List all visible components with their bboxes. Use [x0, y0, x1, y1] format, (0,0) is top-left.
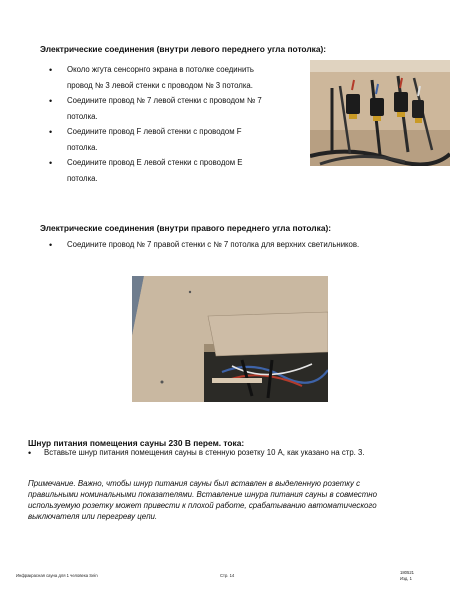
- list-item-line: потолка.: [67, 111, 98, 121]
- ceiling-opening-photo: [132, 276, 328, 402]
- list-item: Соедините провод № 7 правой стенки с № 7 потолка для верхних светильников.: [67, 240, 360, 249]
- bullet-icon: •: [49, 127, 53, 137]
- list-item-line: Около жгута сенсорнго экрана в потолке соединить: [67, 65, 254, 74]
- list-item: [49, 93, 309, 124]
- section3-heading: Шнур питания помещения сауны 230 В перем. тока:: [28, 438, 245, 448]
- bullet-icon: •: [49, 158, 53, 168]
- note-line: правильными номинальными показателями. Вставление шнура питания сауны в совместно: [28, 490, 377, 499]
- footer-page-number: Стр. 14: [220, 573, 235, 578]
- list-item-line: провод № 3 левой стенки с проводом № 3 потолка.: [67, 80, 253, 90]
- list-item-line: Соедините провод F левой стенки с проводом F: [67, 127, 242, 136]
- list-item: [49, 155, 309, 186]
- note-line: выключателя или перегреву цепи.: [28, 512, 158, 521]
- section2-heading: Электрические соединения (внутри правого переднего угла потолка):: [40, 223, 332, 233]
- section1-heading: Электрические соединения (внутри левого переднего угла потолка):: [40, 44, 327, 54]
- list-item: [49, 124, 309, 155]
- list-item-line: Соедините провод № 7 левой стенки с проводом № 7: [67, 96, 262, 105]
- note-line: Примечание. Важно, чтобы шнур питания сауны был вставлен в выделенную розетку с: [28, 479, 361, 488]
- footer-doc-code: 180521: [400, 570, 414, 575]
- section1-list: [49, 62, 309, 186]
- bullet-icon: •: [49, 96, 53, 106]
- list-item-line: потолка.: [67, 173, 98, 183]
- bullet-icon: •: [49, 65, 53, 75]
- list-item-line: Соедините провод E левой стенки с проводом E: [67, 158, 243, 167]
- list-item-line: потолка.: [67, 142, 98, 152]
- list-item: Вставьте шнур питания помещения сауны в стенную розетку 10 А, как указано на стр. 3.: [44, 448, 365, 457]
- footer-revision: Изд. 1: [400, 576, 412, 581]
- ceiling-connectors-photo: [310, 60, 450, 166]
- footer-title: Инфракрасная сауна для 1 человека Sein: [16, 573, 98, 578]
- note-line: используемую розетку может привести к плохой работе, срабатыванию автоматического: [28, 501, 377, 510]
- bullet-icon: •: [49, 240, 53, 250]
- bullet-icon: •: [28, 448, 32, 458]
- note-block: [28, 478, 377, 522]
- list-item: [49, 62, 309, 93]
